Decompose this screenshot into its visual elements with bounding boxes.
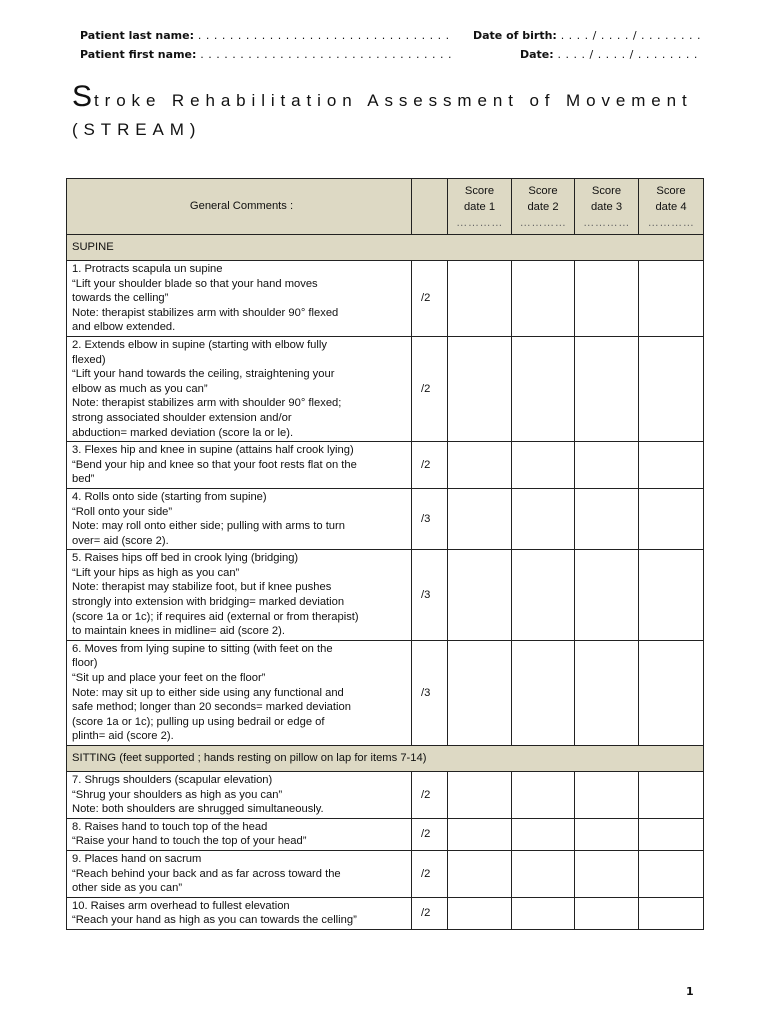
max-score-header [412, 179, 448, 235]
score-cell-date-3[interactable] [575, 850, 639, 897]
item-line: 5. Raises hips off bed in crook lying (bridging) [72, 552, 299, 565]
section-row [67, 235, 704, 261]
date-of-birth-row [473, 29, 701, 42]
item-description [67, 818, 412, 850]
score-cell-date-4[interactable] [639, 640, 704, 745]
patient-first-name-row [80, 48, 452, 61]
item-line: Note: may sit up to either side using any functional and [72, 686, 344, 699]
item-line: safe method; longer than 20 seconds= marked deviation [72, 701, 351, 714]
date-row [520, 48, 698, 61]
patient-last-name-field[interactable]: . . . . . . . . . . . . . . . . . . . . . . . . . . . . . . . . [197, 29, 450, 42]
section-title: SITTING (feet supported ; hands resting on pillow on lap for items 7-14) [67, 746, 704, 772]
score-cell-date-4[interactable] [639, 772, 704, 819]
score-date-4-header[interactable] [639, 179, 704, 235]
score-cell-date-1[interactable] [448, 488, 512, 549]
score-cell-date-1[interactable] [448, 772, 512, 819]
item-line: 7. Shrugs shoulders (scapular elevation) [72, 774, 273, 786]
item-line: “Reach your hand as high as you can towards the celling” [72, 914, 357, 927]
page-title [72, 82, 712, 144]
item-line: Note: both shoulders are shrugged simultaneously. [72, 803, 324, 816]
item-line: strongly into extension with bridging= marked deviation [72, 596, 345, 609]
table-row [67, 897, 704, 929]
score-date-field: ………… [456, 216, 503, 229]
item-line: bed” [72, 473, 95, 486]
score-cell-date-1[interactable] [448, 897, 512, 929]
score-cell-date-1[interactable] [448, 442, 512, 489]
item-line: other side as you can” [72, 882, 183, 895]
score-date-label: date 1 [463, 200, 496, 213]
patient-first-name-label: Patient first name: [80, 48, 197, 61]
general-comments-header[interactable]: General Comments : [67, 179, 412, 235]
item-line: 2. Extends elbow in supine (starting with elbow fully [72, 338, 327, 351]
max-score: /2 [412, 442, 448, 489]
item-line: “Shrug your shoulders as high as you can” [72, 788, 283, 801]
table-row [67, 850, 704, 897]
score-cell-date-4[interactable] [639, 897, 704, 929]
score-cell-date-2[interactable] [512, 850, 575, 897]
score-cell-date-2[interactable] [512, 772, 575, 819]
section-row [67, 746, 704, 772]
max-score: /2 [412, 850, 448, 897]
score-date-1-header[interactable] [448, 179, 512, 235]
score-date-field: ………… [519, 216, 567, 229]
item-line: 10. Raises arm overhead to fullest elevation [72, 899, 290, 912]
table-row [67, 818, 704, 850]
item-description [67, 442, 412, 489]
score-cell-date-4[interactable] [639, 550, 704, 641]
patient-last-name-row [80, 29, 450, 42]
score-cell-date-4[interactable] [639, 818, 704, 850]
score-cell-date-1[interactable] [448, 261, 512, 337]
score-cell-date-3[interactable] [575, 640, 639, 745]
table-row [67, 261, 704, 337]
date-field[interactable]: . . . . / . . . . / . . . . . . . . [557, 48, 698, 61]
title-first-letter: S [72, 80, 95, 113]
item-line: Note: therapist stabilizes arm with shoulder 90° flexed [72, 306, 339, 319]
item-line: Note: therapist stabilizes arm with shoulder 90° flexed; [72, 397, 342, 410]
item-description [67, 772, 412, 819]
score-cell-date-2[interactable] [512, 488, 575, 549]
date-of-birth-label: Date of birth: [473, 29, 557, 42]
item-description [67, 336, 412, 441]
title-text: troke Rehabilitation Assessment of Movement [94, 91, 693, 110]
item-line: 9. Places hand on sacrum [72, 852, 202, 865]
item-line: 6. Moves from lying supine to sitting (with feet on the [72, 642, 333, 655]
item-line: plinth= aid (score 2). [72, 730, 174, 743]
score-label: Score [464, 184, 495, 197]
score-date-field: ………… [583, 216, 630, 229]
item-line: “Reach behind your back and as far across toward the [72, 867, 341, 880]
max-score: /2 [412, 818, 448, 850]
item-line: “Lift your hand towards the ceiling, straightening your [72, 368, 335, 381]
score-label: Score [528, 184, 558, 197]
item-line: 3. Flexes hip and knee in supine (attains half crook lying) [72, 444, 354, 457]
table-row [67, 550, 704, 641]
max-score: /2 [412, 772, 448, 819]
score-cell-date-1[interactable] [448, 850, 512, 897]
score-cell-date-1[interactable] [448, 640, 512, 745]
date-label: Date: [520, 48, 554, 61]
item-line: strong associated shoulder extension and/or [72, 411, 292, 424]
score-cell-date-3[interactable] [575, 897, 639, 929]
item-line: “Raise your hand to touch the top of your head” [72, 835, 307, 848]
score-cell-date-4[interactable] [639, 442, 704, 489]
assessment-table [66, 178, 704, 930]
item-description [67, 550, 412, 641]
score-date-label: date 3 [590, 200, 623, 213]
item-line: to maintain knees in midline= aid (score 2). [72, 625, 285, 638]
score-cell-date-1[interactable] [448, 550, 512, 641]
table-row [67, 336, 704, 441]
score-cell-date-1[interactable] [448, 818, 512, 850]
item-description [67, 488, 412, 549]
max-score: /3 [412, 640, 448, 745]
item-line: “Lift your hips as high as you can” [72, 566, 240, 579]
item-line: (score 1a or 1c); if requires aid (external or from therapist) [72, 610, 359, 623]
score-cell-date-1[interactable] [448, 336, 512, 441]
score-label: Score [656, 184, 686, 197]
item-line: 8. Raises hand to touch top of the head [72, 820, 268, 833]
item-line: (score 1a or 1c); pulling up using bedrail or edge of [72, 715, 325, 728]
item-line: 1. Protracts scapula un supine [72, 263, 223, 275]
score-cell-date-4[interactable] [639, 850, 704, 897]
table-row [67, 488, 704, 549]
title-acronym: (STREAM) [72, 120, 202, 139]
score-date-3-header[interactable] [575, 179, 639, 235]
item-line: flexed) [72, 353, 106, 366]
score-label: Score [591, 184, 622, 197]
score-cell-date-3[interactable] [575, 818, 639, 850]
max-score: /3 [412, 488, 448, 549]
score-cell-date-2[interactable] [512, 336, 575, 441]
score-cell-date-2[interactable] [512, 897, 575, 929]
item-line: abduction= marked deviation (score la or le). [72, 426, 294, 439]
date-of-birth-field[interactable]: . . . . / . . . . / . . . . . . . . [560, 29, 701, 42]
item-line: 4. Rolls onto side (starting from supine) [72, 490, 267, 503]
max-score: /2 [412, 336, 448, 441]
item-line: “Sit up and place your feet on the floor” [72, 672, 266, 685]
max-score: /3 [412, 550, 448, 641]
patient-last-name-label: Patient last name: [80, 29, 195, 42]
score-cell-date-3[interactable] [575, 336, 639, 441]
score-cell-date-3[interactable] [575, 442, 639, 489]
item-line: Note: therapist may stabilize foot, but if knee pushes [72, 581, 332, 594]
item-line: “Roll onto your side” [72, 505, 173, 518]
table-row [67, 640, 704, 745]
score-cell-date-3[interactable] [575, 772, 639, 819]
score-date-field: ………… [647, 216, 695, 229]
item-line: “Lift your shoulder blade so that your hand moves [72, 277, 318, 290]
table-body [67, 235, 704, 930]
item-description [67, 850, 412, 897]
score-cell-date-4[interactable] [639, 261, 704, 337]
score-cell-date-3[interactable] [575, 488, 639, 549]
table-header-row [67, 179, 704, 235]
item-line: towards the celling” [72, 292, 169, 305]
score-cell-date-4[interactable] [639, 336, 704, 441]
max-score: /2 [412, 897, 448, 929]
score-date-2-header[interactable] [512, 179, 575, 235]
section-title: SUPINE [67, 235, 704, 261]
score-cell-date-2[interactable] [512, 442, 575, 489]
item-description [67, 640, 412, 745]
item-line: over= aid (score 2). [72, 534, 169, 547]
score-cell-date-2[interactable] [512, 261, 575, 337]
table-row [67, 442, 704, 489]
item-line: and elbow extended. [72, 321, 176, 334]
score-cell-date-2[interactable] [512, 550, 575, 641]
patient-first-name-field[interactable]: . . . . . . . . . . . . . . . . . . . . . . . . . . . . . . . . [200, 48, 453, 61]
score-cell-date-3[interactable] [575, 550, 639, 641]
score-cell-date-2[interactable] [512, 818, 575, 850]
item-line: “Bend your hip and knee so that your foot rests flat on the [72, 458, 357, 471]
score-cell-date-3[interactable] [575, 261, 639, 337]
item-line: floor) [72, 657, 98, 670]
page-number: 1 [686, 985, 694, 998]
score-cell-date-2[interactable] [512, 640, 575, 745]
max-score: /2 [412, 261, 448, 337]
item-description [67, 261, 412, 337]
score-date-label: date 4 [655, 200, 687, 213]
score-date-label: date 2 [527, 200, 559, 213]
score-cell-date-4[interactable] [639, 488, 704, 549]
item-line: elbow as much as you can” [72, 382, 208, 395]
item-description [67, 897, 412, 929]
table-row [67, 772, 704, 819]
item-line: Note: may roll onto either side; pulling with arms to turn [72, 520, 345, 533]
